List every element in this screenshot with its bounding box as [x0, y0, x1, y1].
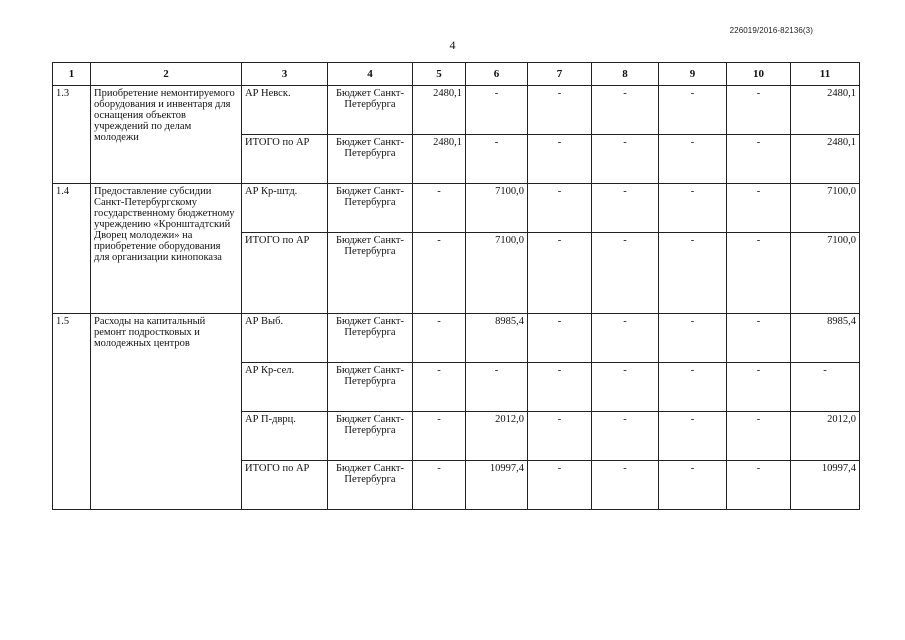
- value-cell: -: [727, 412, 791, 461]
- value-cell: -: [659, 135, 727, 184]
- value-cell: -: [592, 233, 659, 314]
- executor-cell: АР П-дврц.: [242, 412, 328, 461]
- source-cell: Бюджет Санкт-Петербурга: [328, 363, 413, 412]
- value-cell: -: [659, 412, 727, 461]
- item-number: 1.3: [53, 86, 91, 184]
- value-cell: -: [727, 184, 791, 233]
- executor-cell: ИТОГО по АР: [242, 233, 328, 314]
- value-cell: 2012,0: [466, 412, 528, 461]
- value-cell: -: [592, 135, 659, 184]
- table-row: [53, 184, 860, 233]
- column-header: 5: [413, 63, 466, 86]
- column-header: 11: [791, 63, 860, 86]
- value-cell: -: [528, 314, 592, 363]
- value-cell: -: [592, 86, 659, 135]
- value-cell: -: [727, 314, 791, 363]
- source-cell: Бюджет Санкт-Петербурга: [328, 233, 413, 314]
- value-cell: -: [592, 184, 659, 233]
- value-cell: -: [727, 461, 791, 510]
- value-cell: -: [727, 86, 791, 135]
- table-row: [53, 314, 860, 363]
- value-cell: -: [727, 135, 791, 184]
- total-cell: -: [791, 363, 860, 412]
- value-cell: -: [413, 363, 466, 412]
- column-header: 3: [242, 63, 328, 86]
- value-cell: -: [592, 363, 659, 412]
- value-cell: -: [727, 363, 791, 412]
- executor-cell: ИТОГО по АР: [242, 461, 328, 510]
- total-cell: 10997,4: [791, 461, 860, 510]
- item-name: Приобретение немонтируемого оборудования и инвентаря для оснащения объектов учреждений по делам молодежи: [91, 86, 242, 184]
- page-number: 4: [449, 38, 456, 52]
- column-header: 10: [727, 63, 791, 86]
- source-cell: Бюджет Санкт-Петербурга: [328, 314, 413, 363]
- value-cell: -: [659, 233, 727, 314]
- budget-table: [52, 62, 860, 510]
- value-cell: 8985,4: [466, 314, 528, 363]
- table-header-row: [53, 63, 860, 86]
- item-number: 1.4: [53, 184, 91, 314]
- value-cell: -: [528, 233, 592, 314]
- source-cell: Бюджет Санкт-Петербурга: [328, 461, 413, 510]
- value-cell: -: [659, 184, 727, 233]
- value-cell: -: [592, 461, 659, 510]
- value-cell: -: [466, 135, 528, 184]
- executor-cell: АР Выб.: [242, 314, 328, 363]
- value-cell: -: [659, 314, 727, 363]
- document-id: 226019/2016-82136(3): [729, 26, 813, 35]
- value-cell: -: [413, 461, 466, 510]
- column-header: 2: [91, 63, 242, 86]
- executor-cell: АР Кр-сел.: [242, 363, 328, 412]
- column-header: 4: [328, 63, 413, 86]
- value-cell: 7100,0: [466, 184, 528, 233]
- value-cell: -: [466, 86, 528, 135]
- value-cell: 10997,4: [466, 461, 528, 510]
- value-cell: -: [528, 135, 592, 184]
- executor-cell: АР Невск.: [242, 86, 328, 135]
- value-cell: -: [413, 314, 466, 363]
- source-cell: Бюджет Санкт-Петербурга: [328, 412, 413, 461]
- column-header: 9: [659, 63, 727, 86]
- value-cell: -: [528, 412, 592, 461]
- total-cell: 8985,4: [791, 314, 860, 363]
- total-cell: 7100,0: [791, 233, 860, 314]
- value-cell: -: [528, 184, 592, 233]
- column-header: 1: [53, 63, 91, 86]
- value-cell: -: [528, 363, 592, 412]
- item-name: Предоставление субсидии Санкт-Петербургскому государственному бюджетному учреждению «Кронштадтский Дворец молодежи» на приобретение оборудования для организации кинопоказа: [91, 184, 242, 314]
- value-cell: 2480,1: [413, 135, 466, 184]
- column-header: 7: [528, 63, 592, 86]
- total-cell: 2480,1: [791, 135, 860, 184]
- value-cell: -: [528, 461, 592, 510]
- item-number: 1.5: [53, 314, 91, 510]
- value-cell: -: [659, 363, 727, 412]
- value-cell: -: [413, 184, 466, 233]
- total-cell: 7100,0: [791, 184, 860, 233]
- value-cell: 2480,1: [413, 86, 466, 135]
- column-header: 8: [592, 63, 659, 86]
- executor-cell: АР Кр-штд.: [242, 184, 328, 233]
- source-cell: Бюджет Санкт-Петербурга: [328, 135, 413, 184]
- value-cell: -: [413, 412, 466, 461]
- executor-cell: ИТОГО по АР: [242, 135, 328, 184]
- column-header: 6: [466, 63, 528, 86]
- source-cell: Бюджет Санкт-Петербурга: [328, 184, 413, 233]
- item-name: Расходы на капитальный ремонт подростковых и молодежных центров: [91, 314, 242, 510]
- value-cell: -: [413, 233, 466, 314]
- total-cell: 2480,1: [791, 86, 860, 135]
- total-cell: 2012,0: [791, 412, 860, 461]
- table-row: [53, 86, 860, 135]
- value-cell: -: [528, 86, 592, 135]
- value-cell: -: [592, 314, 659, 363]
- value-cell: -: [727, 233, 791, 314]
- value-cell: -: [592, 412, 659, 461]
- value-cell: 7100,0: [466, 233, 528, 314]
- value-cell: -: [659, 86, 727, 135]
- value-cell: -: [466, 363, 528, 412]
- value-cell: -: [659, 461, 727, 510]
- source-cell: Бюджет Санкт-Петербурга: [328, 86, 413, 135]
